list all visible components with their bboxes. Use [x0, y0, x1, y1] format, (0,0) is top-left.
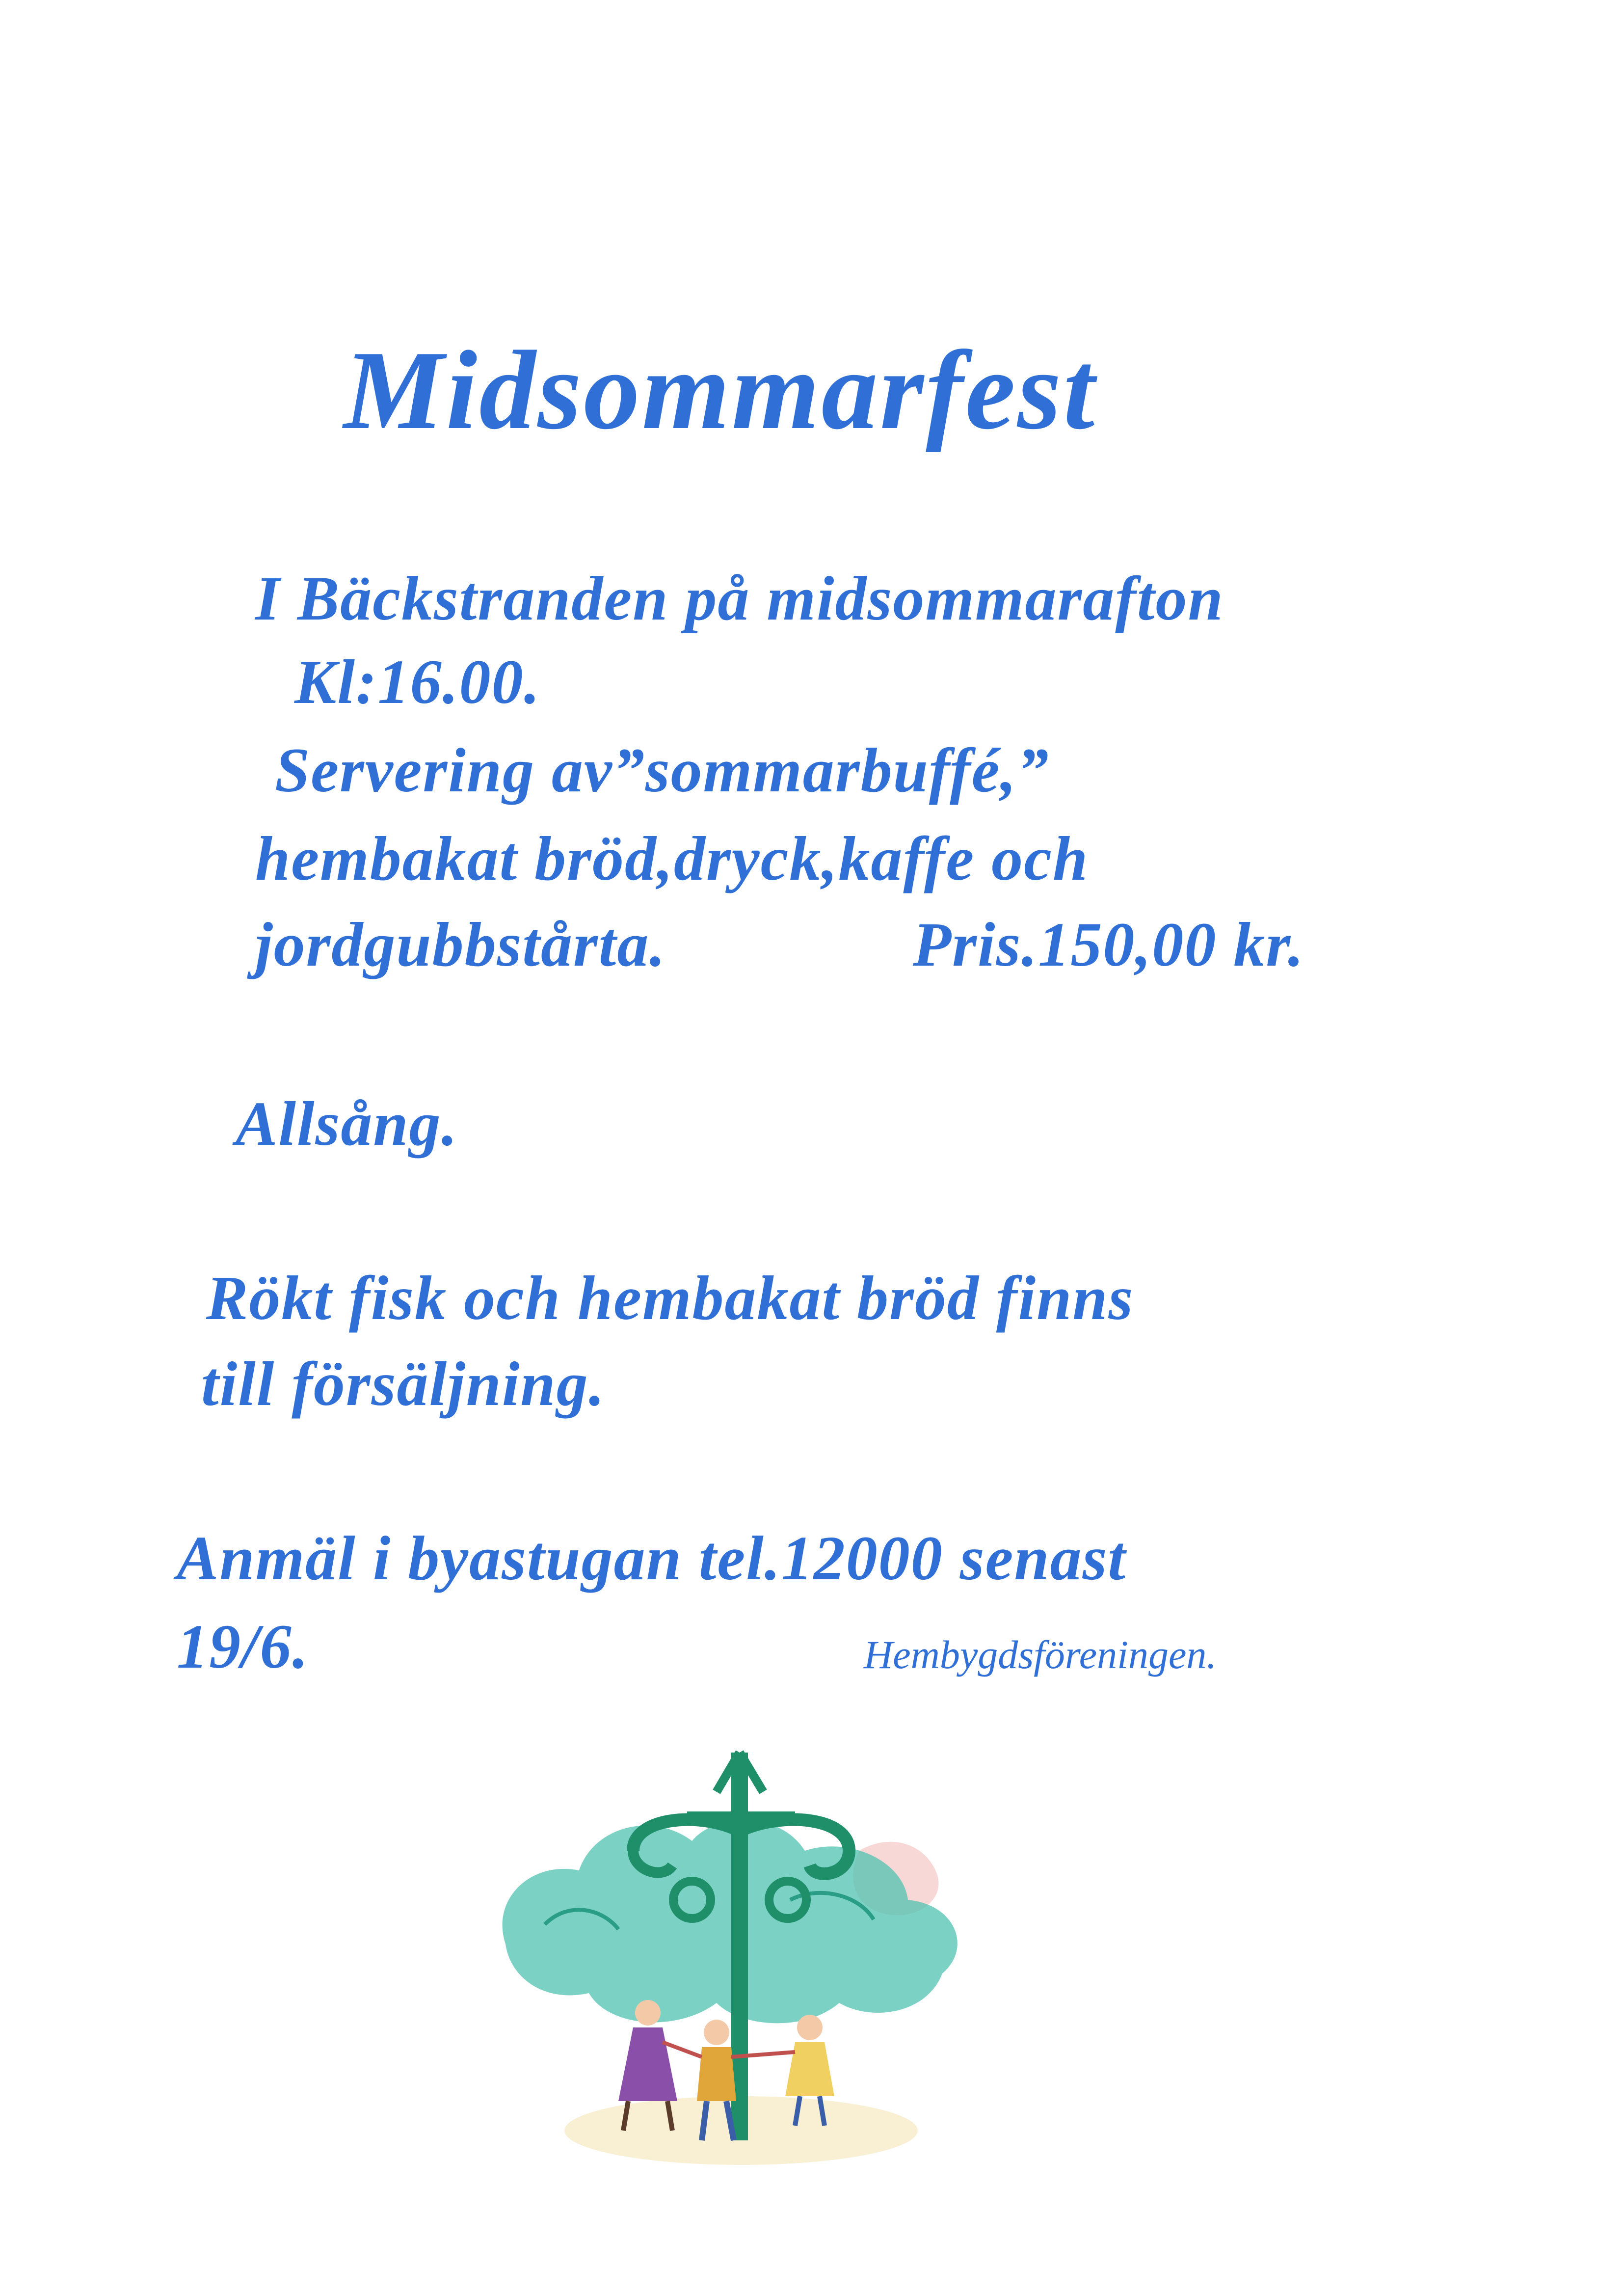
signup-line-2: 19/6.	[177, 1612, 309, 1681]
menu-line-1: Servering av”sommarbuffé,”	[275, 735, 1050, 805]
poster-title: Midsommarfest	[344, 327, 1097, 453]
menu-line-3: jordgubbstårta.	[255, 910, 666, 979]
signup-line-1: Anmäl i byastugan tel.12000 senast	[177, 1523, 1126, 1593]
price-text: Pris.150,00 kr.	[913, 910, 1305, 979]
dancer-head	[704, 2020, 729, 2045]
sale-line-1: Rökt fisk och hembakat bröd finns	[206, 1263, 1134, 1333]
location-line: I Bäckstranden på midsommarafton	[255, 564, 1224, 633]
singing-text: Allsång.	[236, 1089, 458, 1159]
signature: Hembygdsföreningen.	[864, 1632, 1217, 1677]
maypole-dancers-icon	[486, 1738, 1006, 2180]
sale-line-2: till försäljning.	[201, 1349, 606, 1419]
menu-line-2: hembakat bröd,dryck,kaffe och	[255, 824, 1089, 893]
dancer-head	[797, 2015, 823, 2040]
dancer-dress	[697, 2047, 736, 2101]
time-line: Kl:16.00.	[294, 647, 541, 717]
dancer-dress	[618, 2027, 677, 2101]
dancer-head	[635, 2000, 661, 2026]
